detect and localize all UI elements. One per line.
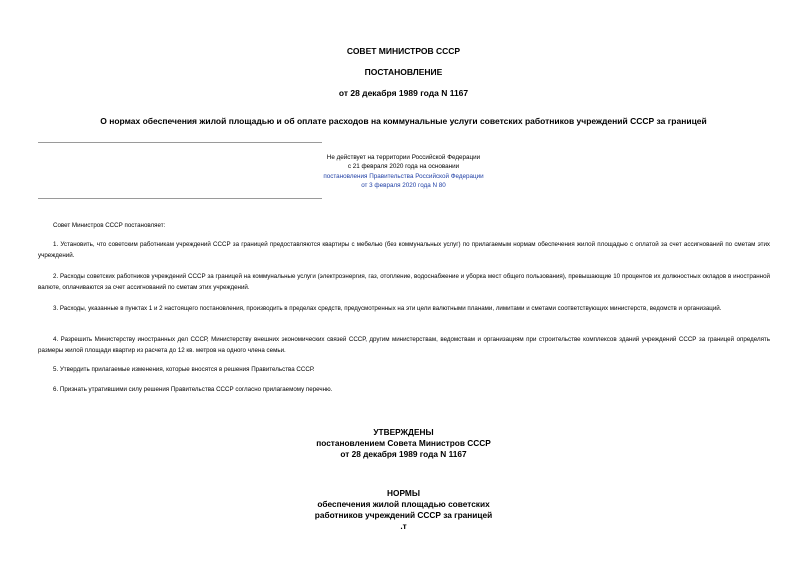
notice-link-line-1[interactable]: постановления Правительства Российской Федерации xyxy=(323,172,484,180)
approved-title: УТВЕРЖДЕНЫ xyxy=(373,427,434,437)
document-type: ПОСТАНОВЛЕНИЕ xyxy=(364,67,443,77)
document-date-number: от 28 декабря 1989 года N 1167 xyxy=(338,88,469,98)
norms-line-1: обеспечения жилой площадью советских xyxy=(317,499,490,509)
paragraph-1: 1. Установить, что советским работникам учреждений СССР за границей предоставляются квартиры с мебелью (без коммунальных услуг) по прилагаемым нормам обеспечения жилой площадью с оплатой за счет ассигнований по сметам этих учреждений. xyxy=(38,241,770,259)
notice-bottom-divider xyxy=(38,198,322,199)
approved-line-2: от 28 декабря 1989 года N 1167 xyxy=(340,449,467,459)
document-title: О нормах обеспечения жилой площадью и об оплате расходов на коммунальные услуги советских работников учреждений СССР за границей xyxy=(100,116,707,126)
approved-line-1: постановлением Совета Министров СССР xyxy=(316,438,491,448)
norms-line-2: работников учреждений СССР за границей xyxy=(314,510,493,520)
notice-line-1: Не действует на территории Российской Федерации xyxy=(326,154,481,161)
norms-title: НОРМЫ xyxy=(387,488,420,498)
issuing-body: СОВЕТ МИНИСТРОВ СССР xyxy=(346,46,461,56)
status-notice xyxy=(230,153,577,190)
preamble: Совет Министров СССР постановляет: xyxy=(53,222,166,229)
paragraph-2: 2. Расходы советских работников учреждений СССР за границей на коммунальные услуги (электроэнергия, газ, отопление, водоснабжение и уборка мест общего пользования), превышающие 10 процентов их должностных окладов в иностранной валюте, оплачиваются за счет ассигнований по сметам этих учреждений. xyxy=(38,273,770,291)
paragraph-4: 4. Разрешить Министерству иностранных дел СССР, Министерству внешних экономических связей СССР, другим министерствам, ведомствам и организациям при строительстве комплексов зданий учреждений СССР за границей определять размеры жилой площади квартир из расчета до 12 кв. метров на одного члена семьи. xyxy=(38,336,770,354)
norms-line-3: .т xyxy=(400,521,407,531)
paragraph-3: 3. Расходы, указанные в пунктах 1 и 2 настоящего постановления, производить в пределах средств, предусмотренных на эти цели валютными планами, лимитами и сметами соответствующих министерств, ведомств и организаций. xyxy=(53,305,722,312)
paragraph-5: 5. Утвердить прилагаемые изменения, которые вносятся в решения Правительства СССР. xyxy=(53,366,315,373)
notice-top-divider xyxy=(38,142,322,143)
notice-line-2: с 21 февраля 2020 года на основании xyxy=(347,163,460,171)
paragraph-6: 6. Признать утратившими силу решения Правительства СССР согласно прилагаемому перечню. xyxy=(53,386,333,393)
notice-link-line-2[interactable]: от 3 февраля 2020 года N 80 xyxy=(361,181,446,189)
